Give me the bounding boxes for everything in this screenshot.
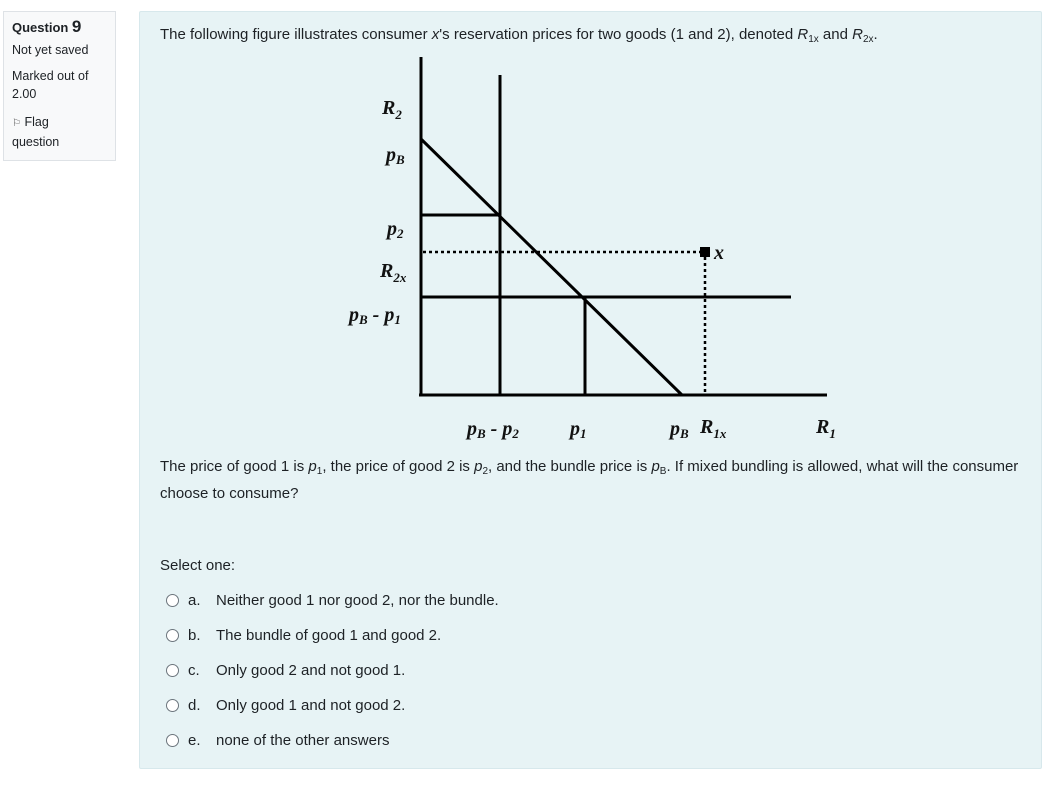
option-a[interactable]: a. Neither good 1 nor good 2, nor the bundle. <box>166 583 499 618</box>
flag-question-link[interactable]: ⚐ Flag question <box>12 115 60 149</box>
y-axis-label: $R_2$ <box>382 97 402 122</box>
x-label-p1: p1 <box>570 418 587 441</box>
question-number: Question 9 <box>12 17 82 36</box>
option-d[interactable]: d. Only good 1 and not good 2. <box>166 688 499 723</box>
point-label-x: x <box>714 242 724 264</box>
radio-d[interactable] <box>166 699 179 712</box>
option-d-text: Only good 1 and not good 2. <box>216 697 406 714</box>
option-e[interactable]: e. none of the other answers <box>166 723 499 758</box>
consumer-point-marker <box>700 247 710 257</box>
radio-a[interactable] <box>166 594 179 607</box>
question-body: The price of good 1 is $p_1$, the price of good 2 is $p_2$, and the bundle price is $p_B$. If mixed bundling is allowed, what will the consumer choose to consume? <box>160 458 1019 502</box>
radio-e[interactable] <box>166 734 179 747</box>
max-mark: 2.00 <box>12 87 37 101</box>
option-c-text: Only good 2 and not good 1. <box>216 662 406 679</box>
flag-icon: ⚐ <box>12 118 21 129</box>
x-label-pb-minus-p2: pB - p2 <box>467 418 519 441</box>
question-info-panel <box>3 11 116 161</box>
reservation-price-figure <box>330 57 850 442</box>
x-label-r1x: $R_{1x}$ <box>700 416 727 441</box>
answer-options <box>166 583 499 758</box>
bundle-price-line <box>421 139 682 395</box>
x-label-pb: pB <box>670 418 689 441</box>
marked-out-of-label: Marked out of <box>12 69 89 83</box>
radio-c[interactable] <box>166 664 179 677</box>
y-label-pb-minus-p1: pB - p1 <box>349 304 401 327</box>
option-e-text: none of the other answers <box>216 732 390 749</box>
option-b-text: The bundle of good 1 and good 2. <box>216 627 442 644</box>
y-label-r2x: $R_{2x}$ <box>380 260 407 285</box>
question-content <box>139 11 1042 769</box>
radio-b[interactable] <box>166 629 179 642</box>
option-a-text: Neither good 1 nor good 2, nor the bundle. <box>216 592 499 609</box>
y-label-pb: pB <box>386 144 405 167</box>
select-one-prompt: Select one: <box>160 557 236 574</box>
y-label-p2: p2 <box>387 218 404 241</box>
option-b[interactable]: b. The bundle of good 1 and good 2. <box>166 618 499 653</box>
save-status: Not yet saved <box>12 43 89 57</box>
question-intro: The following figure illustrates consumer x's reservation prices for two goods (1 and 2), denoted $R_{1x}$ and $R_{2x}$. <box>160 26 878 45</box>
option-c[interactable]: c. Only good 2 and not good 1. <box>166 653 499 688</box>
x-axis-label: $R_1$ <box>816 416 836 441</box>
